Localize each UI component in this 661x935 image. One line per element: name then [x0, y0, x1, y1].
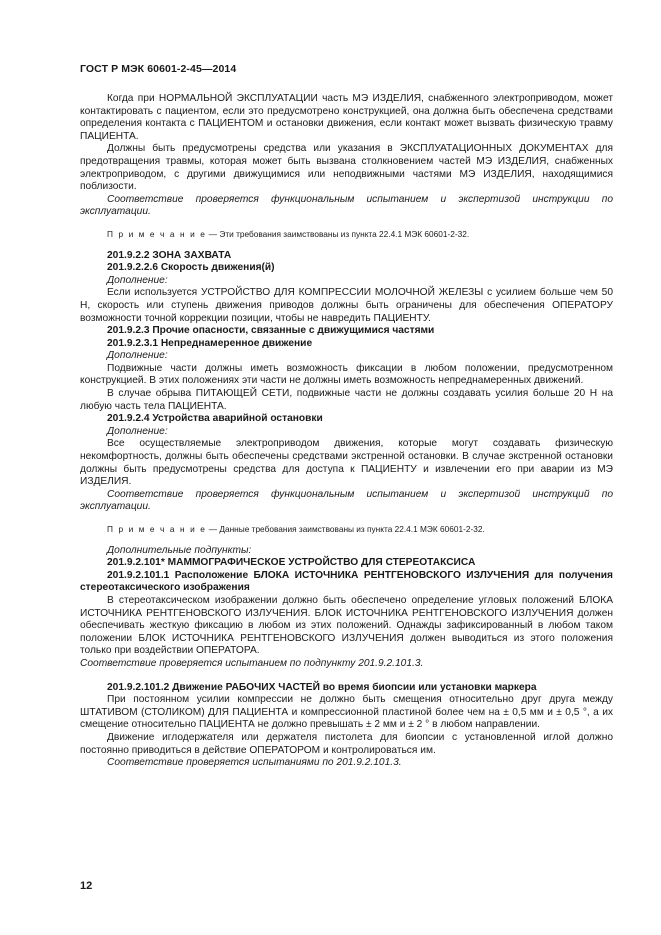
note-label: П р и м е ч а н и е [107, 524, 207, 534]
italic-paragraph: Дополнение: [107, 425, 168, 437]
italic-paragraph: Дополнительные подпункты: [107, 544, 252, 556]
body-paragraph: Подвижные части должны иметь возможность фиксации в любом положении, предусмотренном конструкцией. В этих положениях эти части не должны иметь возможность непреднамеренных движений. [80, 362, 613, 387]
italic-paragraph: Дополнение: [107, 274, 168, 286]
document-header: ГОСТ Р МЭК 60601-2-45—2014 [80, 63, 237, 75]
document-body [80, 93, 613, 770]
italic-paragraph: Соответствие проверяется функциональным испытанием и экспертизой инструкции по эксплуатации. [80, 193, 613, 218]
section-heading: 201.9.2.4 Устройства аварийной остановки [107, 413, 323, 425]
note-label: П р и м е ч а н и е [107, 228, 207, 239]
italic-paragraph: Соответствие проверяется испытаниями по 201.9.2.101.3. [107, 757, 402, 769]
note-text: — Данные требования заимствованы из пункта 22.4.1 МЭК 60601-2-32. [206, 524, 485, 534]
italic-paragraph: Соответствие проверяется испытанием по подпункту 201.9.2.101.3. [80, 657, 424, 669]
note-paragraph [80, 228, 613, 241]
section-heading: 201.9.2.3 Прочие опасности, связанные с движущимися частями [107, 325, 435, 337]
body-paragraph: Движение иглодержателя или держателя пистолета для биопсии с установленной иглой должно постоянно приводиться в действие ОПЕРАТОРОМ и контролироваться им. [80, 731, 613, 756]
section-heading: 201.9.2.101.2 Движение РАБОЧИХ ЧАСТЕЙ во время биопсии или установки маркера [107, 681, 537, 693]
italic-paragraph: Соответствие проверяется функциональным испытанием и экспертизой инструкций по эксплуатации. [80, 488, 613, 513]
section-heading: 201.9.2.101.1 Расположение БЛОКА ИСТОЧНИКА РЕНТГЕНОВСКОГО ИЗЛУЧЕНИЯ для получения стереотаксического изображения [80, 569, 613, 594]
section-heading: 201.9.2.2 ЗОНА ЗАХВАТА [107, 249, 232, 261]
section-heading: 201.9.2.3.1 Непреднамеренное движение [107, 337, 313, 349]
section-heading: 201.9.2.2.6 Скорость движения(й) [107, 262, 275, 274]
body-paragraph: При постоянном усилии компрессии не должно быть смещения относительно друг друга между ШТАТИВОМ (СТОЛИКОМ) ДЛЯ ПАЦИЕНТА и компрессионной пластиной более чем на ± 0,5 мм и ± 0,5 °, а их смещение относительно ПАЦИЕНТА не должно превышать ± 2 мм и ± 2 ° в любом направлении. [80, 694, 613, 731]
body-paragraph: В случае обрыва ПИТАЮЩЕЙ СЕТИ, подвижные части не должны создавать усилия больше 20 Н на любую часть тела ПАЦИЕНТА. [80, 388, 613, 412]
italic-paragraph: Дополнение: [107, 350, 168, 362]
section-heading: 201.9.2.101* МАММОГРАФИЧЕСКОЕ УСТРОЙСТВО ДЛЯ СТЕРЕОТАКСИСА [107, 557, 476, 569]
note-paragraph [80, 523, 613, 536]
note-text: — Эти требования заимствованы из пункта 22.4.1 МЭК 60601-2-32. [206, 228, 470, 239]
body-paragraph: Должны быть предусмотрены средства или указания в ЭКСПЛУАТАЦИОННЫХ ДОКУМЕНТАХ для предотвращения травмы, которая может быть вызвана столкновением частей МЭ ИЗДЕЛИЯ, снабженных электроприводом, с другими движущимися или неподвижными частями МЭ ИЗДЕЛИЯ, находящимися поблизости. [80, 143, 613, 193]
body-paragraph: Если используется УСТРОЙСТВО ДЛЯ КОМПРЕССИИ МОЛОЧНОЙ ЖЕЛЕЗЫ с усилием больше чем 50 Н, скорость или ступень движения приводов должны быть ограничены для обеспечения ОПЕРАТОРУ возможности точной коррекции позиции, чтобы не навредить ПАЦИЕНТУ. [80, 287, 613, 324]
page-number: 12 [80, 880, 93, 892]
body-paragraph: Когда при НОРМАЛЬНОЙ ЭКСПЛУАТАЦИИ часть МЭ ИЗДЕЛИЯ, снабженного электроприводом, может контактировать с пациентом, если это предусмотрено конструкцией, она должна быть обеспечена средствами определения контакта с ПАЦИЕНТОМ и остановки движения, если контакт может вызвать физическую травму ПАЦИЕНТА. [80, 93, 613, 142]
body-paragraph: В стереотаксическом изображении должно быть обеспечено определение угловых положений БЛОКА ИСТОЧНИКА РЕНТГЕНОВСКОГО ИЗЛУЧЕНИЯ. БЛОК ИСТОЧНИКА РЕНТГЕНОВСКОГО ИЗЛУЧЕНИЯ должен обеспечивать жесткую фиксацию в любом из этих положений. Однажды зафиксированный в любом таком положении БЛОК ИСТОЧНИКА РЕНТГЕНОВСКОГО ИЗЛУЧЕНИЯ должен выводиться из этого положения только при воздействии ОПЕРАТОРА. [80, 594, 613, 657]
body-paragraph: Все осуществляемые электроприводом движения, которые могут создавать физическую некомфортность, должны быть обеспечены средствами экстренной остановки. В случае экстренной остановки должны быть предусмотрены средства для доступа к ПАЦИЕНТУ и извлечении его при аварии из МЭ ИЗДЕЛИЯ. [80, 438, 613, 488]
